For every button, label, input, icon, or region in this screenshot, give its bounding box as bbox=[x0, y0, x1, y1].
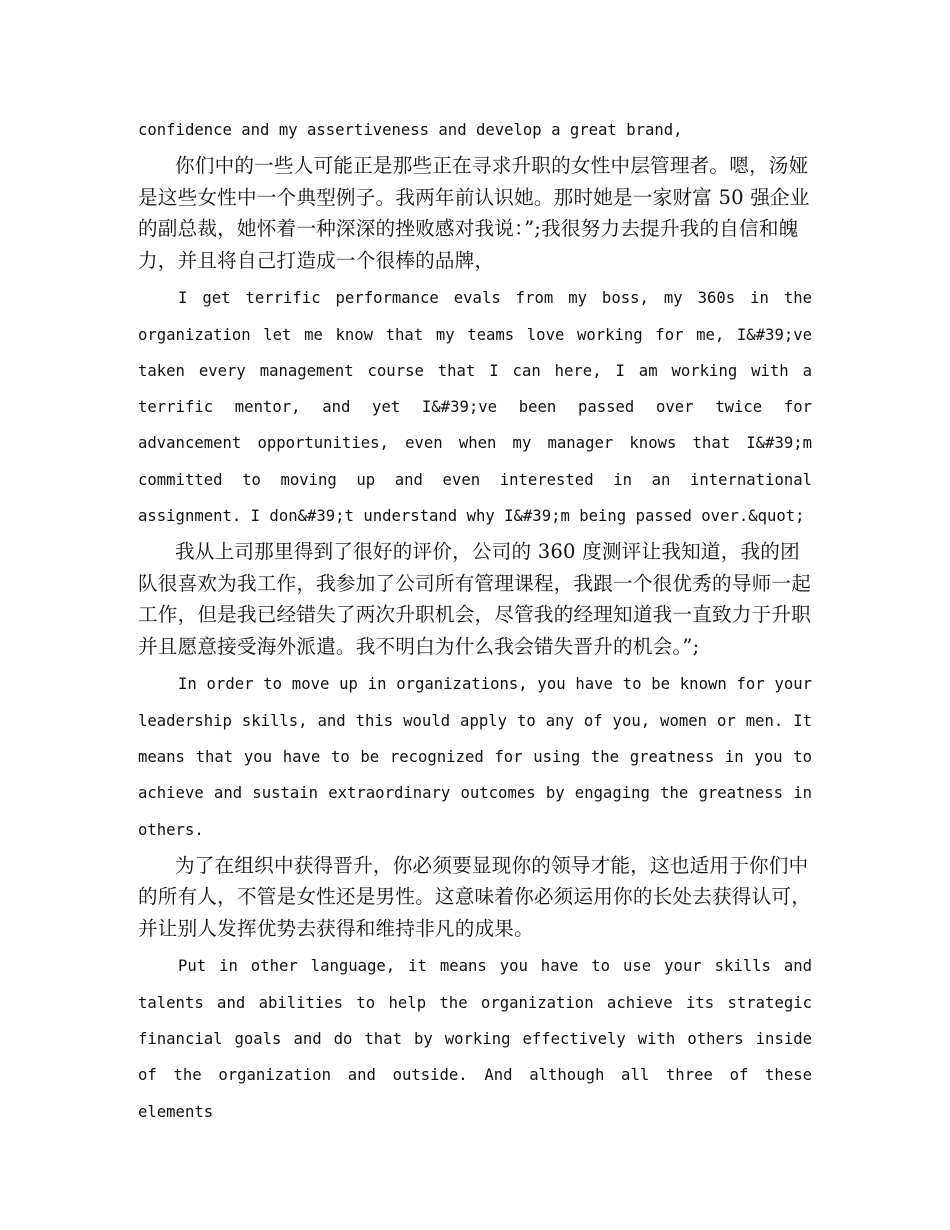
paragraph-chinese-3: 为了在组织中获得晋升，你必须要显现你的领导才能，这也适用于你们中的所有人，不管是女性还是男性。这意味着你必须运用你的长处去获得认可，并让别人发挥优势去获得和维持非凡的成果。 bbox=[138, 853, 811, 940]
paragraph-english-1: confidence and my assertiveness and develop a great brand, bbox=[138, 121, 683, 139]
paragraph-chinese-2: 我从上司那里得到了很好的评价，公司的 360 度测评让我知道，我的团队很喜欢为我工作，我参加了公司所有管理课程，我跟一个很优秀的导师一起工作，但是我已经错失了两次升职机会，尽管我的经理知道我一直致力于升职并且愿意接受海外派遣。我不明白为什么我会错失晋升的机会。”; bbox=[138, 540, 811, 658]
paragraph-english-3: In order to move up in organizations, you have to be known for your leadership skills, and this would apply to any of you, women or men. It means that you have to be recognized for using the greatness in you to achieve and sustain extraordinary outcomes by engaging the greatness in others. bbox=[138, 675, 812, 839]
document-page bbox=[138, 112, 812, 1130]
paragraph-english-4: Put in other language, it means you have to use your skills and talents and abilities to help the organization achieve its strategic financial goals and do that by working effectively with others inside of the organization and outside. And although all three of these elements bbox=[138, 957, 812, 1121]
paragraph-english-2: I get terrific performance evals from my boss, my 360s in the organization let me know that my teams love working for me, I&#39;ve taken every management course that I can here, I am working with a terrific mentor, and yet I&#39;ve been passed over twice for advancement opportunities, even when my manager knows that I&#39;m committed to moving up and even interested in an international assignment. I don&#39;t understand why I&#39;m being passed over.&quot; bbox=[138, 289, 812, 526]
paragraph-chinese-1: 你们中的一些人可能正是那些正在寻求升职的女性中层管理者。嗯，汤娅是这些女性中一个典型例子。我两年前认识她。那时她是一家财富 50 强企业的副总裁，她怀着一种深深的挫败感对我说：”;我很努力去提升我的自信和魄力，并且将自己打造成一个很棒的品牌， bbox=[138, 154, 810, 272]
